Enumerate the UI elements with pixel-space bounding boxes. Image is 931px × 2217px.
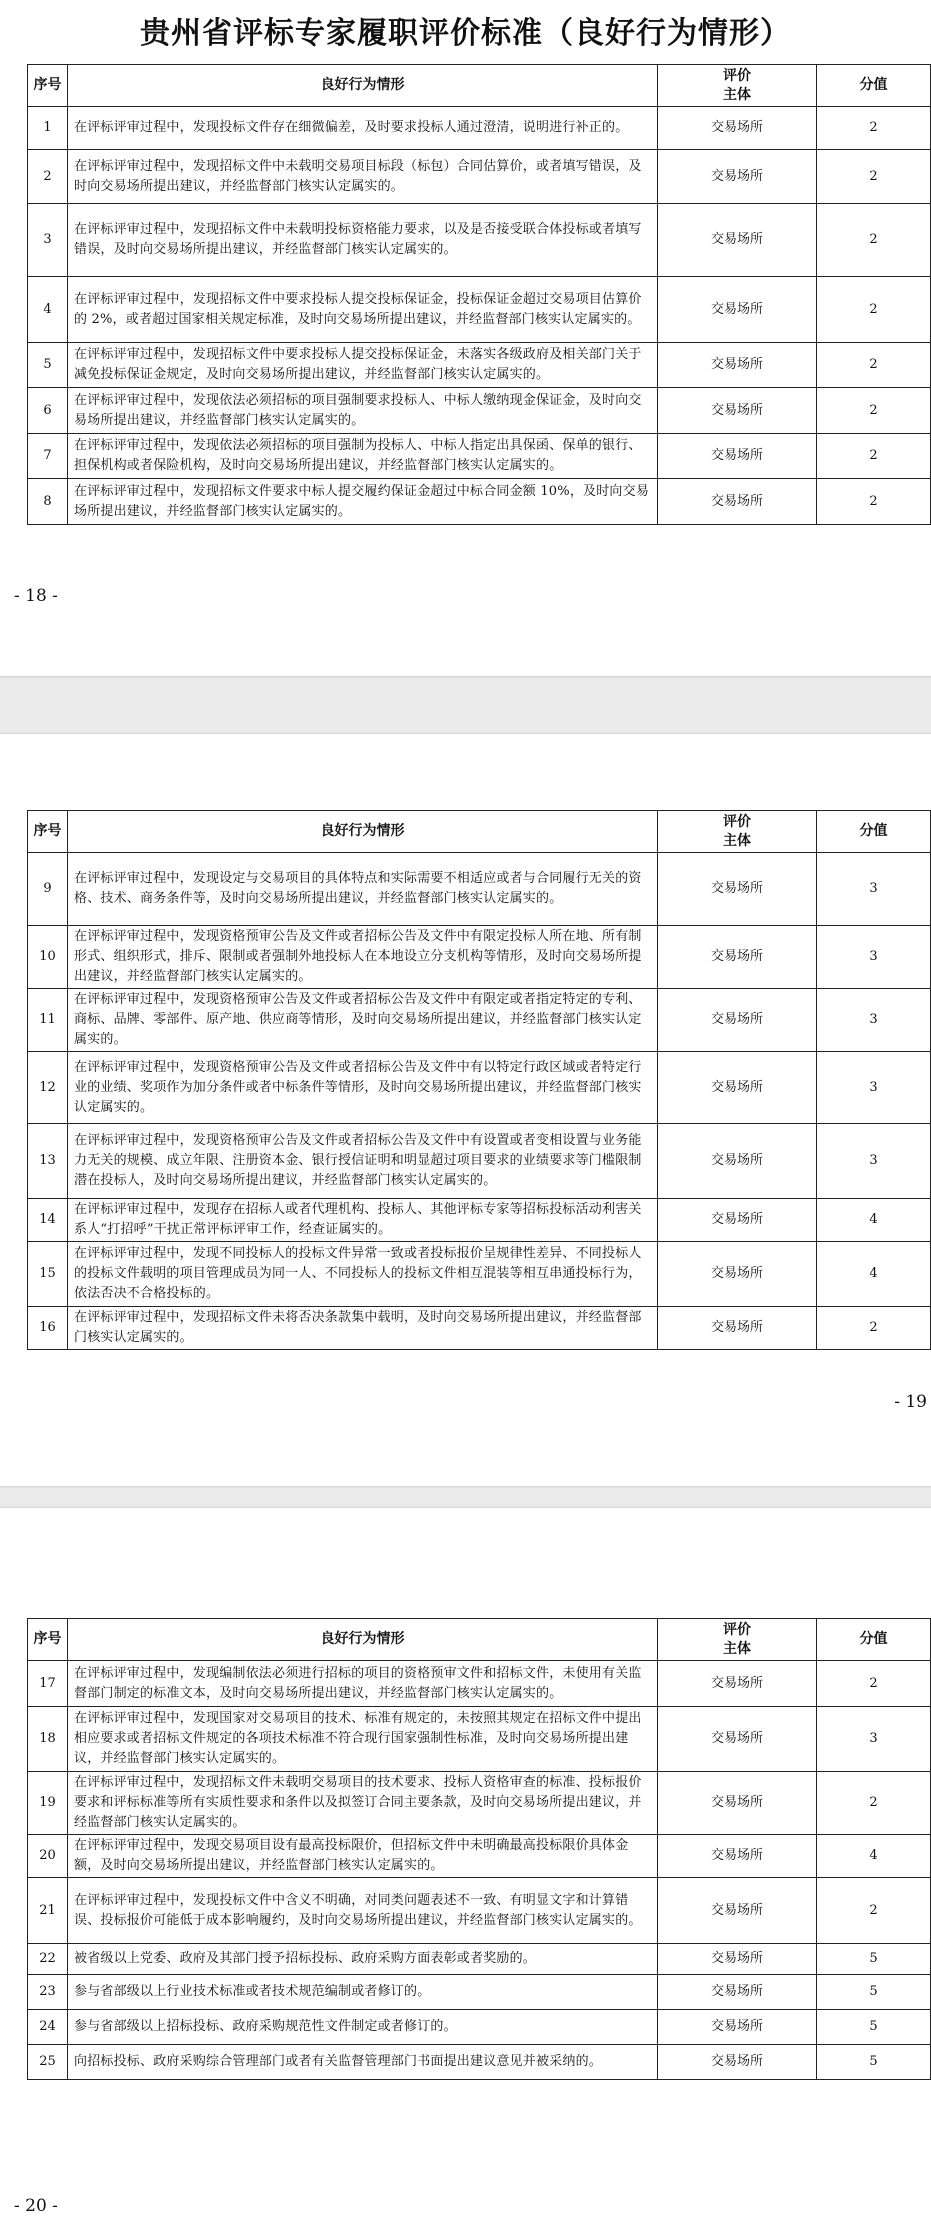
row-description: 在评标评审过程中，发现招标文件中要求投标人提交投标保证金，未落实各级政府及相关部门关于减免投标保证金规定，及时向交易场所提出建议，并经监督部门核实认定属实的。: [68, 343, 658, 388]
row-description: 在评标评审过程中，发现招标文件中未载明交易项目标段（标包）合同估算价，或者填写错误，及时向交易场所提出建议，并经监督部门核实认定属实的。: [68, 150, 658, 204]
row-subject: 交易场所: [658, 1242, 817, 1307]
row-score: 2: [817, 1772, 931, 1835]
row-score: 2: [817, 1307, 931, 1350]
header-score: 分值: [817, 1619, 931, 1661]
row-score: 2: [817, 479, 931, 525]
table-row: [28, 388, 931, 434]
row-description: 在评标评审过程中，发现依法必须招标的项目强制为投标人、中标人指定出具保函、保单的银行、担保机构或者保险机构，及时向交易场所提出建议，并经监督部门核实认定属实的。: [68, 434, 658, 479]
document-page-3: [0, 1508, 931, 2217]
row-number: 20: [28, 1835, 68, 1878]
table-row: [28, 1835, 931, 1878]
header-score: 分值: [817, 811, 931, 853]
header-subject-line1: 评价: [723, 813, 751, 830]
page-gap: [0, 1486, 931, 1508]
row-description: 在评标评审过程中，发现交易项目设有最高投标限价，但招标文件中未明确最高投标限价具体金额，及时向交易场所提出建议，并经监督部门核实认定属实的。: [68, 1835, 658, 1878]
table-row: [28, 107, 931, 150]
row-description: 在评标评审过程中，发现不同投标人的投标文件异常一致或者投标报价呈规律性差异、不同投标人的投标文件载明的项目管理成员为同一人、不同投标人的投标文件相互混装等相互串通投标行为，依法否决不合格投标的。: [68, 1242, 658, 1307]
page-gap: [0, 676, 931, 734]
row-description: 参与省部级以上行业技术标准或者技术规范编制或者修订的。: [68, 1975, 658, 2010]
row-score: 3: [817, 853, 931, 926]
header-subject: [658, 811, 817, 853]
row-score: 3: [817, 1707, 931, 1772]
row-subject: 交易场所: [658, 1975, 817, 2010]
row-number: 25: [28, 2045, 68, 2080]
row-number: 21: [28, 1878, 68, 1944]
row-subject: 交易场所: [658, 107, 817, 150]
row-score: 2: [817, 434, 931, 479]
header-subject-line1: 评价: [723, 67, 751, 84]
table-header-row: [28, 1619, 931, 1661]
row-number: 23: [28, 1975, 68, 2010]
row-description: 向招标投标、政府采购综合管理部门或者有关监督管理部门书面提出建议意见并被采纳的。: [68, 2045, 658, 2080]
table-row: [28, 343, 931, 388]
row-score: 2: [817, 1878, 931, 1944]
row-description: 在评标评审过程中，发现资格预审公告及文件或者招标公告及文件中有限定投标人所在地、所有制形式、组织形式，排斥、限制或者强制外地投标人在本地设立分支机构等情形，及时向交易场所提出建议，并经监督部门核实认定属实的。: [68, 926, 658, 989]
row-description: 在评标评审过程中，发现投标文件中含义不明确，对同类问题表述不一致、有明显文字和计算错误、投标报价可能低于成本影响履约，及时向交易场所提出建议，并经监督部门核实认定属实的。: [68, 1878, 658, 1944]
row-description: 在评标评审过程中，发现投标文件存在细微偏差，及时要求投标人通过澄清，说明进行补正的。: [68, 107, 658, 150]
row-description: 参与省部级以上招标投标、政府采购规范性文件制定或者修订的。: [68, 2010, 658, 2045]
row-score: 4: [817, 1199, 931, 1242]
header-desc: 良好行为情形: [68, 811, 658, 853]
row-subject: 交易场所: [658, 1199, 817, 1242]
row-number: 17: [28, 1661, 68, 1707]
table-row: [28, 1944, 931, 1975]
table-header-row: [28, 811, 931, 853]
table-row: [28, 1199, 931, 1242]
table-row: [28, 1124, 931, 1199]
row-score: 2: [817, 388, 931, 434]
row-score: 3: [817, 989, 931, 1052]
row-score: 2: [817, 343, 931, 388]
row-score: 5: [817, 1944, 931, 1975]
row-score: 2: [817, 1661, 931, 1707]
table-row: [28, 434, 931, 479]
table-row: [28, 853, 931, 926]
criteria-table-2: [27, 810, 931, 1350]
row-subject: 交易场所: [658, 277, 817, 343]
header-subject-line2: 主体: [723, 86, 751, 103]
table-row: [28, 1307, 931, 1350]
header-subject-line1: 评价: [723, 1621, 751, 1638]
header-no: 序号: [28, 65, 68, 107]
row-subject: 交易场所: [658, 1944, 817, 1975]
row-description: 被省级以上党委、政府及其部门授予招标投标、政府采购方面表彰或者奖励的。: [68, 1944, 658, 1975]
table-row: [28, 1707, 931, 1772]
row-subject: 交易场所: [658, 388, 817, 434]
header-subject-line2: 主体: [723, 1640, 751, 1657]
row-subject: 交易场所: [658, 2045, 817, 2080]
header-no: 序号: [28, 1619, 68, 1661]
header-subject-line2: 主体: [723, 832, 751, 849]
page-number: - 20 -: [14, 2196, 58, 2216]
row-number: 14: [28, 1199, 68, 1242]
row-number: 19: [28, 1772, 68, 1835]
row-number: 2: [28, 150, 68, 204]
row-description: 在评标评审过程中，发现设定与交易项目的具体特点和实际需要不相适应或者与合同履行无关的资格、技术、商务条件等，及时向交易场所提出建议，并经监督部门核实认定属实的。: [68, 853, 658, 926]
header-score: 分值: [817, 65, 931, 107]
row-description: 在评标评审过程中，发现招标文件要求中标人提交履约保证金超过中标合同金额 10%，及时向交易场所提出建议，并经监督部门核实认定属实的。: [68, 479, 658, 525]
row-description: 在评标评审过程中，发现招标文件中未载明投标资格能力要求，以及是否接受联合体投标或者填写错误，及时向交易场所提出建议，并经监督部门核实认定属实的。: [68, 204, 658, 277]
row-subject: 交易场所: [658, 343, 817, 388]
row-score: 2: [817, 204, 931, 277]
table-row: [28, 926, 931, 989]
row-number: 12: [28, 1052, 68, 1124]
row-number: 11: [28, 989, 68, 1052]
row-number: 15: [28, 1242, 68, 1307]
row-number: 18: [28, 1707, 68, 1772]
row-description: 在评标评审过程中，发现招标文件中要求投标人提交投标保证金，投标保证金超过交易项目估算价的 2%，或者超过国家相关规定标准，及时向交易场所提出建议，并经监督部门核实认定属实的。: [68, 277, 658, 343]
header-desc: 良好行为情形: [68, 65, 658, 107]
row-subject: 交易场所: [658, 989, 817, 1052]
row-number: 5: [28, 343, 68, 388]
table-row: [28, 150, 931, 204]
table-row: [28, 1242, 931, 1307]
table-row: [28, 1052, 931, 1124]
row-subject: 交易场所: [658, 1052, 817, 1124]
row-subject: 交易场所: [658, 1835, 817, 1878]
table-row: [28, 2010, 931, 2045]
row-subject: 交易场所: [658, 1124, 817, 1199]
document-page-2: [0, 734, 931, 1486]
table-row: [28, 1772, 931, 1835]
page-number: - 19: [894, 1392, 927, 1412]
table-row: [28, 989, 931, 1052]
row-subject: 交易场所: [658, 853, 817, 926]
row-number: 9: [28, 853, 68, 926]
row-description: 在评标评审过程中，发现编制依法必须进行招标的项目的资格预审文件和招标文件，未使用有关监督部门制定的标准文本，及时向交易场所提出建议，并经监督部门核实认定属实的。: [68, 1661, 658, 1707]
row-number: 1: [28, 107, 68, 150]
row-description: 在评标评审过程中，发现资格预审公告及文件或者招标公告及文件中有限定或者指定特定的专利、商标、品牌、零部件、原产地、供应商等情形，及时向交易场所提出建议，并经监督部门核实认定属实的。: [68, 989, 658, 1052]
row-description: 在评标评审过程中，发现存在招标人或者代理机构、投标人、其他评标专家等招标投标活动利害关系人“打招呼”干扰正常评标评审工作，经查证属实的。: [68, 1199, 658, 1242]
header-no: 序号: [28, 811, 68, 853]
table-row: [28, 1975, 931, 2010]
row-subject: 交易场所: [658, 434, 817, 479]
row-number: 6: [28, 388, 68, 434]
row-score: 2: [817, 150, 931, 204]
row-score: 3: [817, 1124, 931, 1199]
row-number: 7: [28, 434, 68, 479]
row-subject: 交易场所: [658, 1878, 817, 1944]
row-number: 24: [28, 2010, 68, 2045]
row-subject: 交易场所: [658, 150, 817, 204]
row-subject: 交易场所: [658, 1661, 817, 1707]
document-page-1: [0, 0, 931, 676]
page-number: - 18 -: [14, 586, 58, 606]
row-number: 10: [28, 926, 68, 989]
row-description: 在评标评审过程中，发现招标文件未将否决条款集中载明，及时向交易场所提出建议，并经监督部门核实认定属实的。: [68, 1307, 658, 1350]
table-row: [28, 1878, 931, 1944]
row-description: 在评标评审过程中，发现依法必须招标的项目强制要求投标人、中标人缴纳现金保证金，及时向交易场所提出建议，并经监督部门核实认定属实的。: [68, 388, 658, 434]
row-description: 在评标评审过程中，发现国家对交易项目的技术、标准有规定的，未按照其规定在招标文件中提出相应要求或者招标文件规定的各项技术标准不符合现行国家强制性标准，及时向交易场所提出建议，并经监督部门核实认定属实的。: [68, 1707, 658, 1772]
row-score: 5: [817, 1975, 931, 2010]
row-subject: 交易场所: [658, 2010, 817, 2045]
header-desc: 良好行为情形: [68, 1619, 658, 1661]
row-score: 4: [817, 1242, 931, 1307]
row-number: 13: [28, 1124, 68, 1199]
header-subject: [658, 1619, 817, 1661]
row-number: 22: [28, 1944, 68, 1975]
table-row: [28, 277, 931, 343]
row-score: 2: [817, 107, 931, 150]
row-description: 在评标评审过程中，发现招标文件未载明交易项目的技术要求、投标人资格审查的标准、投标报价要求和评标标准等所有实质性要求和条件以及拟签订合同主要条款，及时向交易场所提出建议，并经监督部门核实认定属实的。: [68, 1772, 658, 1835]
row-subject: 交易场所: [658, 1707, 817, 1772]
document-title: 贵州省评标专家履职评价标准（良好行为情形）: [140, 16, 791, 51]
row-subject: 交易场所: [658, 1772, 817, 1835]
table-header-row: [28, 65, 931, 107]
row-subject: 交易场所: [658, 1307, 817, 1350]
row-score: 2: [817, 277, 931, 343]
row-subject: 交易场所: [658, 926, 817, 989]
row-number: 4: [28, 277, 68, 343]
criteria-table-3: [27, 1618, 931, 2080]
row-number: 3: [28, 204, 68, 277]
row-number: 16: [28, 1307, 68, 1350]
row-score: 3: [817, 1052, 931, 1124]
table-row: [28, 479, 931, 525]
row-subject: 交易场所: [658, 479, 817, 525]
table-row: [28, 2045, 931, 2080]
criteria-table-1: [27, 64, 931, 525]
row-score: 5: [817, 2010, 931, 2045]
row-number: 8: [28, 479, 68, 525]
table-row: [28, 204, 931, 277]
row-description: 在评标评审过程中，发现资格预审公告及文件或者招标公告及文件中有设置或者变相设置与业务能力无关的规模、成立年限、注册资本金、银行授信证明和明显超过项目要求的业绩要求等门槛限制潜在投标人，及时向交易场所提出建议，并经监督部门核实认定属实的。: [68, 1124, 658, 1199]
row-score: 5: [817, 2045, 931, 2080]
row-score: 4: [817, 1835, 931, 1878]
table-row: [28, 1661, 931, 1707]
row-score: 3: [817, 926, 931, 989]
row-subject: 交易场所: [658, 204, 817, 277]
row-description: 在评标评审过程中，发现资格预审公告及文件或者招标公告及文件中有以特定行政区域或者特定行业的业绩、奖项作为加分条件或者中标条件等情形，及时向交易场所提出建议，并经监督部门核实认定属实的。: [68, 1052, 658, 1124]
header-subject: [658, 65, 817, 107]
